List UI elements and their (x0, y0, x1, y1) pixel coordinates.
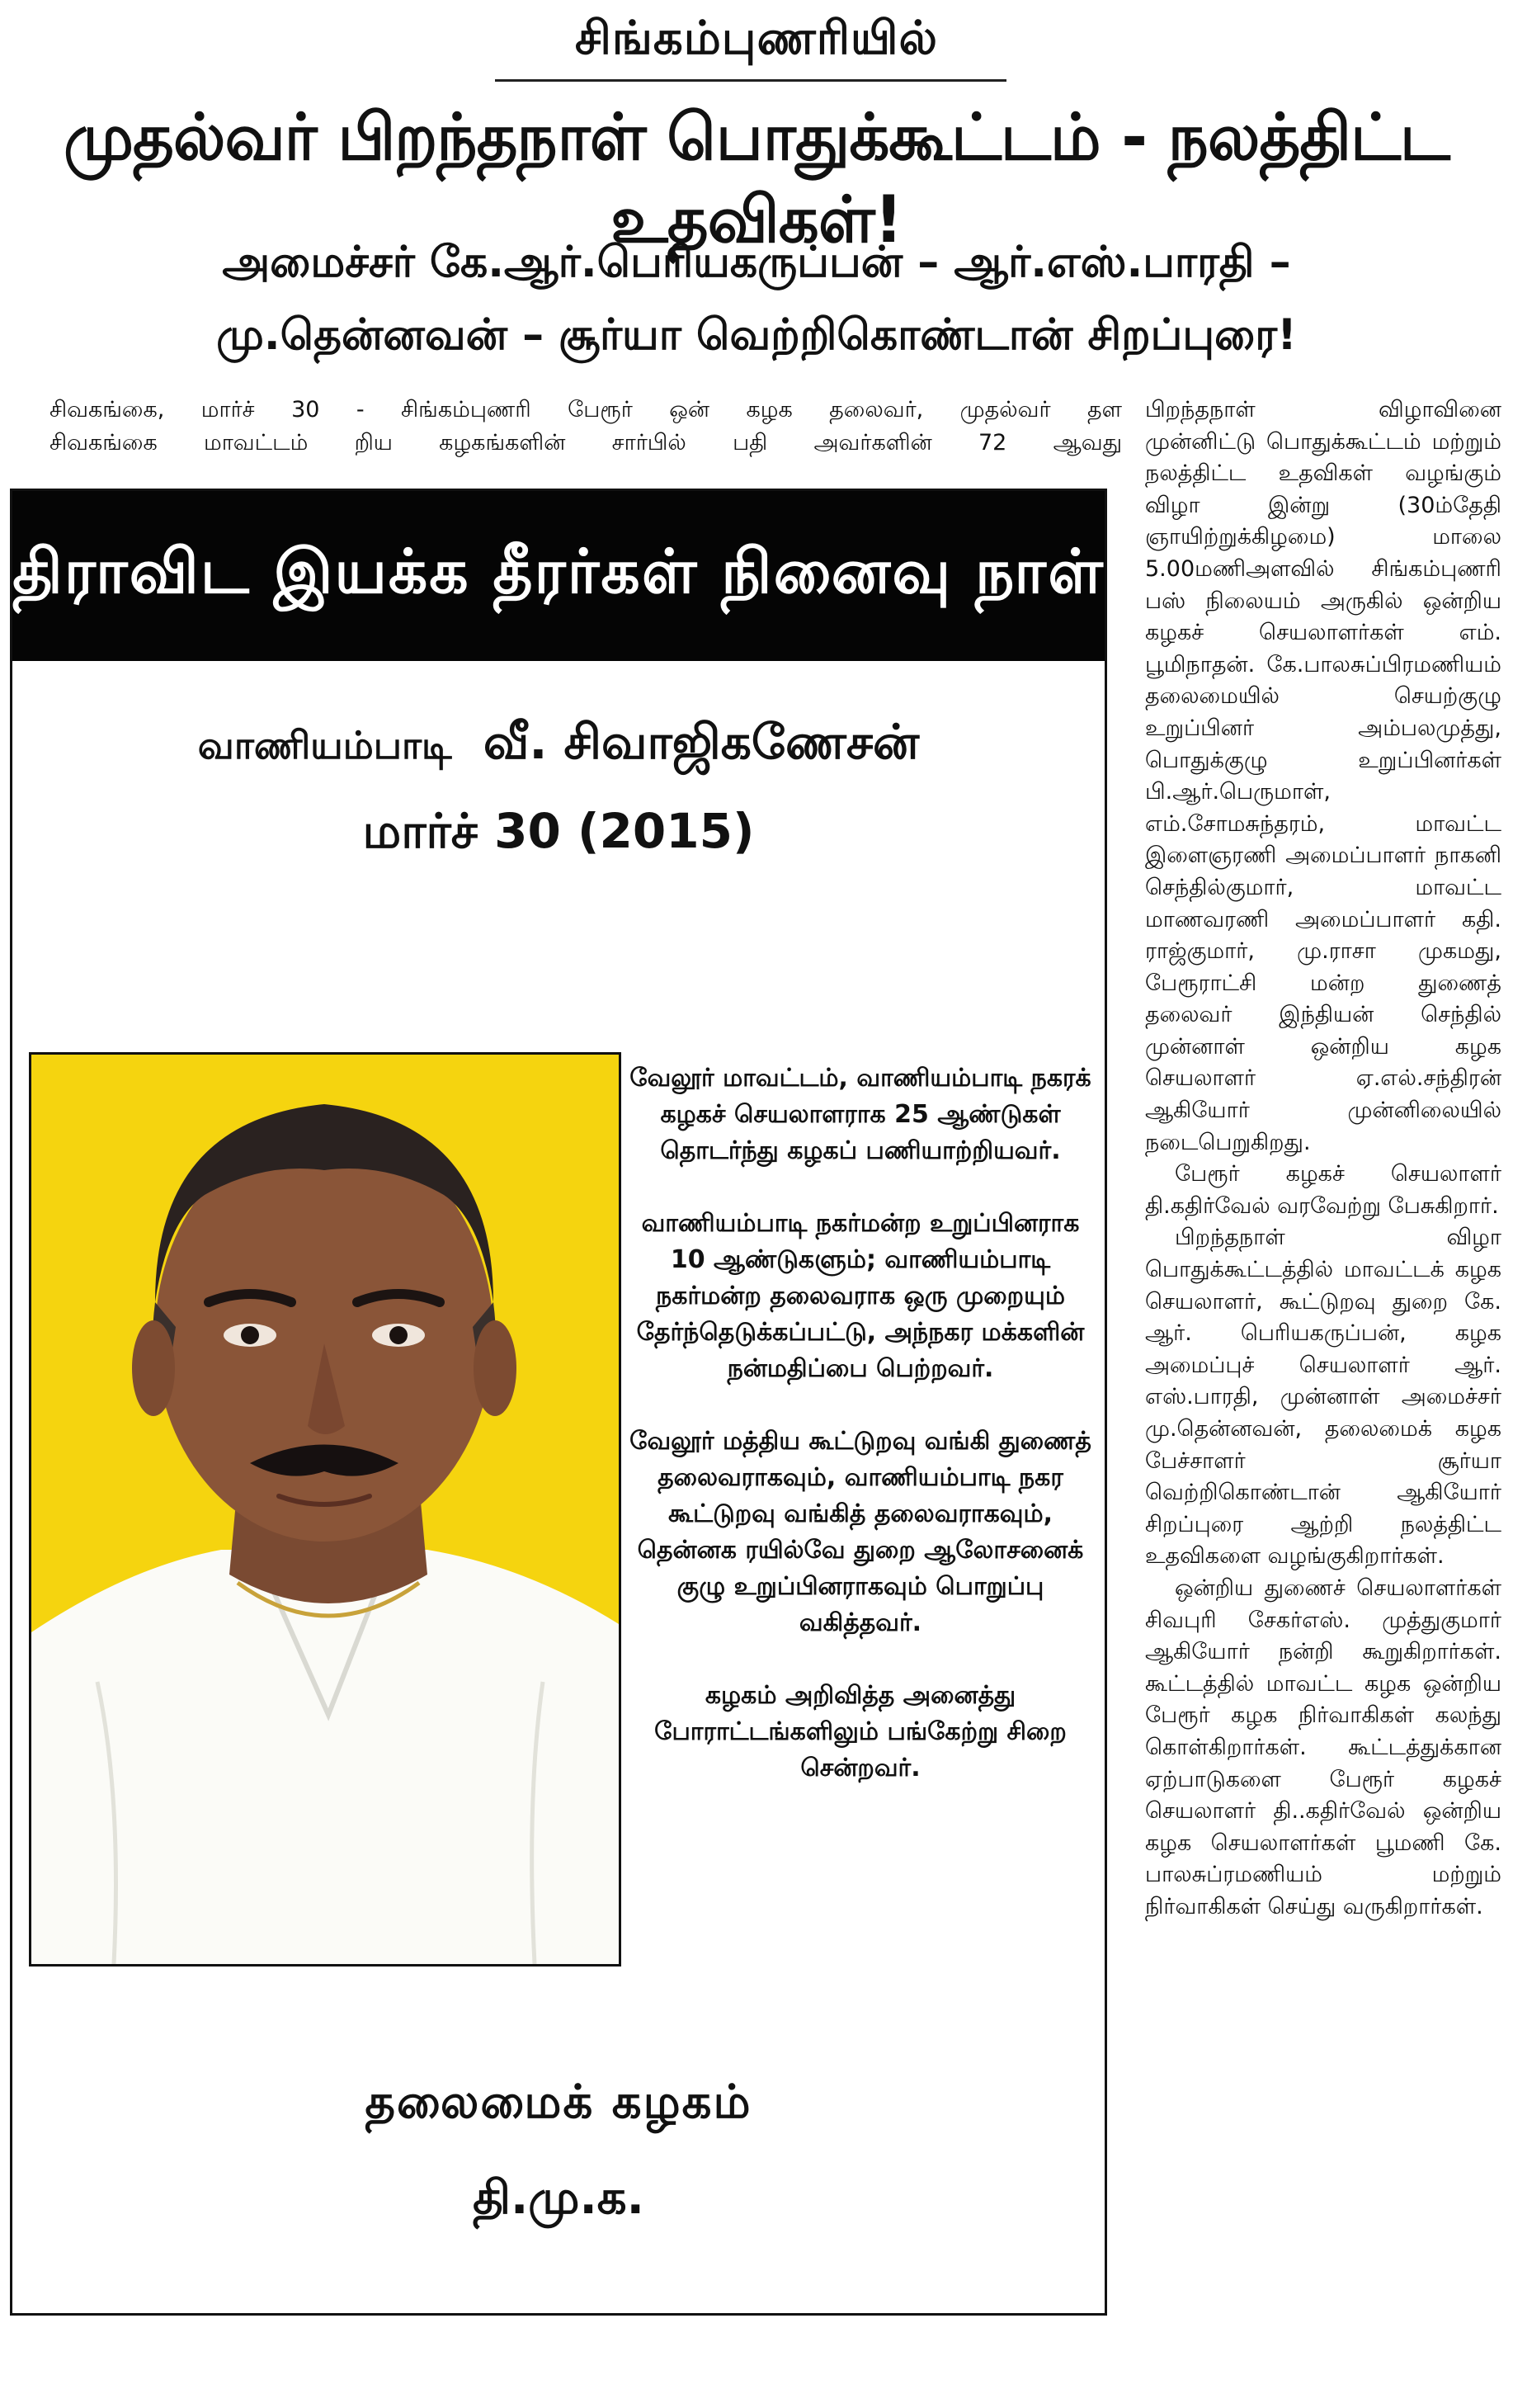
lead-line-1: சிவகங்கை, மார்ச் 30 - சிங்கம்புணரி பேரூர் ஒன் கழக தலைவர், முதல்வர் தள (49, 397, 1122, 423)
kicker-underline (495, 79, 1006, 82)
memorial-footer-org: தலைமைக் கழகம் (365, 2075, 752, 2129)
lead-line-2: சிவகங்கை மாவட்டம் றிய கழகங்களின் சார்பில் பதி அவர்களின் 72 ஆவது (49, 430, 1122, 456)
article-paragraph: ஒன்றிய துணைச் செயலாளர்கள் சிவபுரி சேகர்எஸ். முத்துகுமார் ஆகியோர் நன்றி கூறுகிறார்கள். கூட்டத்தில் மாவட்ட கழக ஒன்றிய பேரூர் கழக நிர்வாகிகள் கலந்து கொள்கிறார்கள். கூட்டத்துக்கான ஏற்பாடுகளை பேரூர் கழகச் செயலாளர் தி..கதிர்வேல் ஒன்றிய கழக செயலாளர்கள் பூமணி கே. பாலசுப்ரமணியம் மற்றும் நிர்வாகிகள் செய்து வருகிறார்கள். (1145, 1575, 1501, 1919)
bio-paragraph: வேலூர் மாவட்டம், வாணியம்பாடி நகரக் கழகச் செயலாளராக 25 ஆண்டுகள் தொடர்ந்து கழகப் பணியாற்றியவர். (629, 1064, 1091, 1165)
memorial-footer-party: தி.மு.க. (473, 2171, 644, 2225)
right-article-column (1145, 394, 1501, 1924)
article-paragraph: பிறந்தநாள் விழாவினை முன்னிட்டு பொதுக்கூட்டம் மற்றும் நலத்திட்ட உதவிகள் வழங்கும் விழா இன்று (30ம்தேதி ஞாயிற்றுக்கிழமை) மாலை 5.00மணிஅளவில் சிங்கம்புணரி பஸ் நிலையம் அருகில் ஒன்றிய கழகச் செயலாளர்கள் எம். பூமிநாதன். கே.பாலசுப்பிரமணியம் தலைமையில் செயற்குழு உறுப்பினர் அம்பலமுத்து, பொதுக்குழு உறுப்பினர்கள் பி.ஆர்.பெருமாள், எம்.சோமசுந்தரம், மாவட்ட இளைஞரணி அமைப்பாளர் நாகனி செந்தில்குமார், மாவட்ட மாணவரணி அமைப்பாளர் கதி. ராஜ்குமார், மு.ராசா முகமது, பேரூராட்சி மன்ற துணைத் தலைவர் இந்தியன் செந்தில் முன்னாள் ஒன்றிய கழக செயலாளர் ஏ.எல்.சந்திரன் ஆகியோர் முன்னிலையில் நடைபெறுகிறது. (1145, 397, 1501, 1155)
memorial-advertisement (10, 489, 1107, 2316)
portrait-illustration (31, 1055, 619, 1964)
memorial-name (12, 714, 1105, 777)
memorial-banner: திராவிட இயக்க தீரர்கள் நினைவு நாள் (12, 491, 1105, 661)
portrait-photo (29, 1052, 621, 1967)
memorial-biography (629, 1060, 1091, 1823)
headline: முதல்வர் பிறந்தநாள் பொதுக்கூட்டம் - நலத்திட்ட உதவிகள்! (64, 101, 1449, 257)
memorial-town: வாணியம்பாடி (197, 723, 452, 767)
subhead-line-2: மு.தென்னவன் – சூர்யா வெற்றிகொண்டான் சிறப்புரை! (216, 310, 1297, 360)
memorial-date: மார்ச் 30 (2015) (362, 803, 755, 859)
article-paragraph: பிறந்தநாள் விழா பொதுக்கூட்டத்தில் மாவட்டக் கழக செயலாளர், கூட்டுறவு துறை கே. ஆர். பெரியகருப்பன், கழக அமைப்புச் செயலாளர் ஆர். எஸ்.பாரதி, முன்னாள் அமைச்சர் மு.தென்னவன், தலைமைக் கழக பேச்சாளர் சூர்யா வெற்றிகொண்டான் ஆகியோர் சிறப்புரை ஆற்றி நலத்திட்ட உதவிகளை வழங்குகிறார்கள். (1145, 1225, 1501, 1570)
memorial-person-name: வீ. சிவாஜிகணேசன் (483, 714, 920, 770)
subhead-line-1: அமைச்சர் கே.ஆர்.பெரியகருப்பன் – ஆர்.எஸ்.பாரதி – (222, 238, 1291, 287)
page-kicker: சிங்கம்புணரியில் (575, 12, 938, 65)
bio-paragraph: கழகம் அறிவித்த அனைத்து போராட்டங்களிலும் பங்கேற்று சிறை சென்றவர். (654, 1681, 1067, 1782)
article-paragraph: பேரூர் கழகச் செயலாளர் தி.கதிர்வேல் வரவேற்று பேசுகிறார். (1145, 1161, 1501, 1219)
bio-paragraph: வேலூர் மத்திய கூட்டுறவு வங்கி துணைத் தலைவராகவும், வாணியம்பாடி நகர கூட்டுறவு வங்கித் தலைவராகவும், தென்னக ரயில்வே துறை ஆலோசனைக் குழு உறுப்பினராகவும் பொறுப்பு வகித்தவர். (629, 1427, 1091, 1637)
bio-paragraph: வாணியம்பாடி நகர்மன்ற உறுப்பினராக 10 ஆண்டுகளும்; வாணியம்பாடி நகர்மன்ற தலைவராக ஒரு முறையும் தேர்ந்தெடுக்கப்பட்டு, அந்நகர மக்களின் நன்மதிப்பை பெற்றவர். (636, 1209, 1085, 1383)
